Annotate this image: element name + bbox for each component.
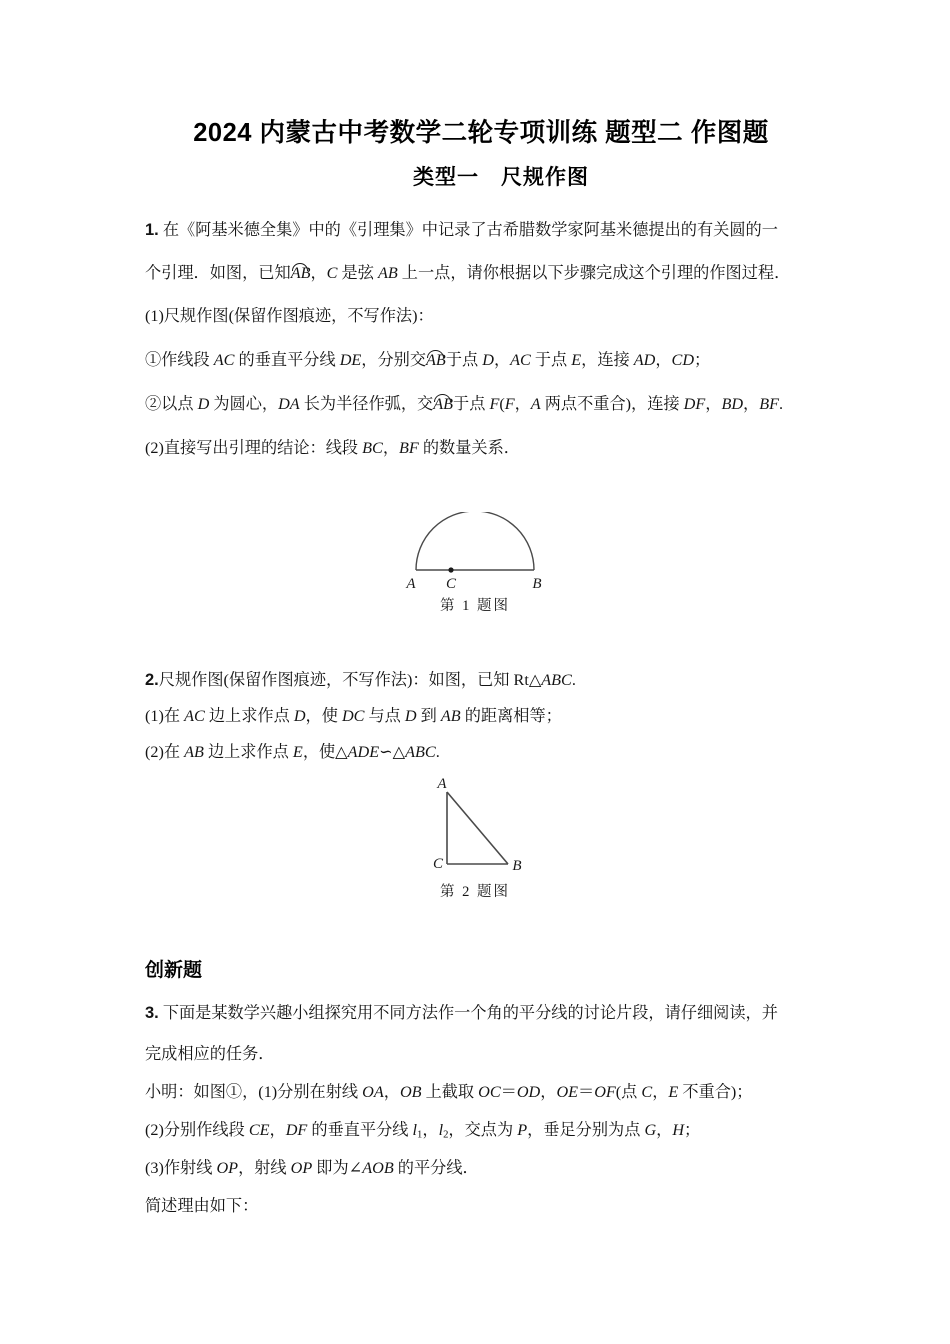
document-content [145,0,817,190]
problem-1-figure [390,512,560,615]
problem-3-text-2: 完成相应的任务． [145,1045,275,1063]
label-a: A [437,778,447,792]
label-b: B [512,858,522,874]
problem-1-figure-caption: 第 1 题图 [440,598,510,614]
innovation-heading [145,955,817,982]
innovation-heading-text: 创新题 [145,960,203,981]
semicircle-diagram [390,512,560,592]
problem-3-text-5: (3)作射线 OP，射线 OP 即为∠AOB 的平分线． [145,1159,479,1177]
page-title: 2024 内蒙古中考数学二轮专项训练 题型二 作图题 [193,119,769,147]
problem-2-line-2 [145,708,817,724]
label-b: B [532,576,542,592]
arc-ab-notation-1: AB [290,264,311,282]
problem-2-text-3: (2)在 AB 边上求作点 E，使△ADE∽△ABC. [145,743,440,761]
side-ab [447,792,508,864]
problem-3-line-3 [145,1084,817,1100]
problem-3-line-4 [145,1122,817,1140]
label-c: C [445,576,457,592]
problem-2-figure [405,778,545,901]
problem-2-text-1: 尺规作图(保留作图痕迹，不写作法)：如图，已知 Rt△ABC. [158,671,576,689]
problem-3-text-4: (2)分别作线段 CE，DF 的垂直平分线 $l_1$，$l_2$，交点为 P，垂足分别为点 G，H； [145,1121,701,1141]
problem-1-text-5: ②以点 D 为圆心，DA 长为半径作弧，交AB于点 F(F，A 两点不重合)，连接 DF，BD，BF. [145,395,784,413]
problem-3-line-1 [145,1005,817,1022]
problem-1-text-1: 在《阿基米德全集》中的《引理集》中记录了古希腊数学家阿基米德提出的有关圆的一 [162,221,778,239]
problem-1-number: 1. [145,221,159,239]
problem-1-line-1 [145,222,817,239]
problem-1-line-6 [145,440,817,456]
arc-path [416,512,534,570]
problem-3-text-6: 简述理由如下： [145,1197,259,1215]
problem-2-text-2: (1)在 AC 边上求作点 D，使 DC 与点 D 到 AB 的距离相等； [145,707,562,725]
problem-3-text-1: 下面是某数学兴趣小组探究用不同方法作一个角的平分线的讨论片段，请仔细阅读，并 [162,1004,778,1022]
problem-1-text-6: (2)直接写出引理的结论：线段 BC，BF 的数量关系． [145,439,520,457]
problem-1-text-4: ①作线段 AC 的垂直平分线 DE，分别交AB于点 D，AC 于点 E，连接 AD，CD； [145,351,711,369]
right-triangle-diagram [405,778,545,878]
problem-1-line-5 [145,396,817,412]
problem-2-line-1 [145,672,817,689]
problem-1-line-2 [145,265,817,281]
label-a: A [406,576,416,592]
arc-ab-notation-3: AB [433,395,454,413]
problem-3-line-6 [145,1198,817,1214]
arc-ab-notation-2: AB [426,351,446,369]
problem-1-text-2: 个引理．如图，已知AB，C 是弦 AB 上一点，请你根据以下步骤完成这个引理的作图过程． [145,264,791,282]
label-c: C [432,856,444,872]
problem-1-text-3: (1)尺规作图(保留作图痕迹，不写作法)： [145,307,434,325]
problem-1-line-3 [145,308,817,324]
problem-2-figure-caption: 第 2 题图 [440,884,510,900]
problem-1-line-4 [145,352,817,368]
problem-3-line-2 [145,1046,817,1062]
point-c-dot [448,567,453,572]
problem-2-number: 2. [145,671,159,689]
problem-3-text-3: 小明：如图①，(1)分别在射线 OA，OB 上截取 OC＝OD，OE＝OF(点 C，E 不重合)； [145,1083,753,1101]
problem-3-line-5 [145,1160,817,1176]
problem-3-number: 3. [145,1004,159,1022]
page-subtitle: 类型一 尺规作图 [413,165,589,189]
problem-2-line-3 [145,744,817,760]
